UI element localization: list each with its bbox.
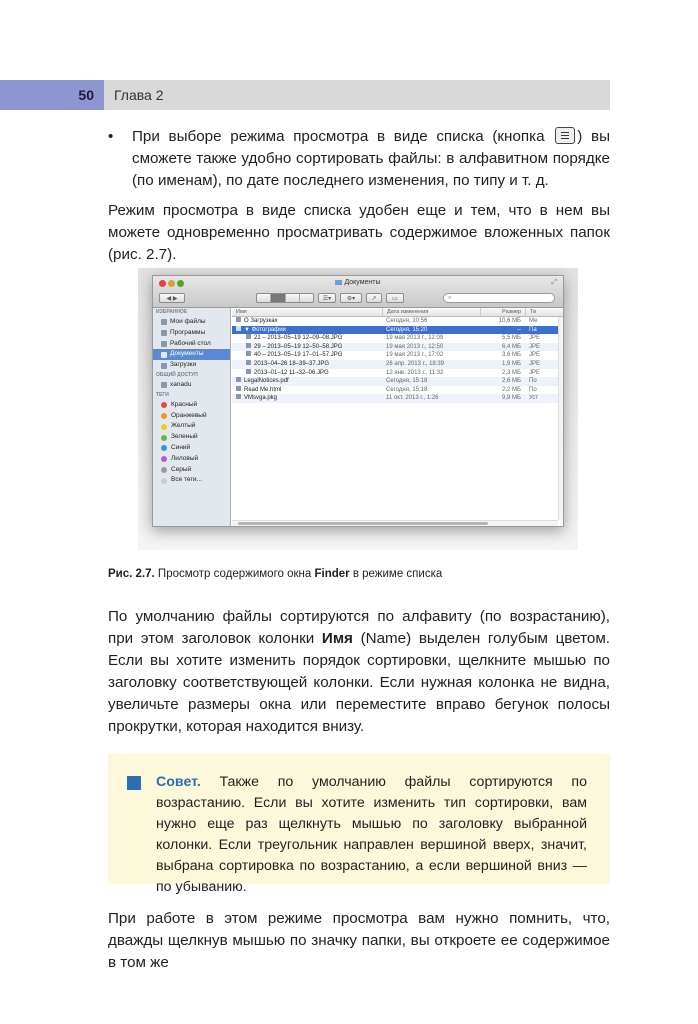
file-name: 40 – 2013–05–19 17–01–57.JPG — [254, 352, 343, 359]
file-date-cell: Сегодня, 10:56 — [386, 318, 428, 324]
file-size-cell: -- — [517, 326, 521, 333]
file-size-cell: 1,9 МБ — [502, 360, 521, 367]
tag-color-icon — [161, 467, 167, 473]
column-header-date[interactable]: Дата изменения — [382, 308, 480, 316]
icon-view-button[interactable] — [257, 294, 271, 302]
table-row[interactable] — [232, 334, 563, 343]
file-name: LegalNotices.pdf — [244, 378, 289, 385]
file-icon — [236, 386, 241, 391]
file-kind-cell: По — [529, 386, 537, 393]
file-name: 2013–01–12 11–32–06.JPG — [254, 369, 329, 376]
file-kind-cell: По — [529, 378, 537, 385]
file-name: 29 – 2013–05–19 12–50–58.JPG — [254, 343, 343, 350]
file-icon — [246, 351, 251, 356]
sidebar-item-documents[interactable] — [153, 349, 230, 360]
figure-caption — [108, 566, 610, 582]
documents-icon — [161, 352, 167, 358]
sidebar-item-xanadu[interactable] — [153, 380, 230, 391]
table-row[interactable] — [232, 394, 563, 403]
sidebar-item-label: Оранжевый — [171, 411, 207, 419]
file-icon — [246, 334, 251, 339]
sidebar-item-downloads[interactable] — [153, 360, 230, 371]
action-gear-button[interactable]: ⚙▾ — [340, 293, 362, 303]
sidebar-tag-yellow[interactable] — [153, 421, 230, 432]
sidebar-tags-header: ТЕГИ — [156, 391, 169, 398]
file-name-cell — [232, 351, 382, 360]
sidebar-tag-green[interactable] — [153, 432, 230, 443]
file-name: О Загрузках — [244, 318, 278, 324]
sidebar-item-label: Лиловый — [171, 454, 199, 462]
file-date-cell: 19 мая 2013 г., 17:02 — [386, 352, 444, 359]
file-name-cell — [232, 394, 382, 403]
list-view-button[interactable] — [271, 294, 285, 302]
file-name-cell — [232, 360, 382, 369]
window-title — [153, 279, 563, 286]
file-name: 21 – 2013–05–19 12–09–08.JPG — [254, 335, 343, 342]
sidebar-item-label: Программы — [170, 328, 206, 336]
view-mode-buttons[interactable] — [256, 293, 314, 303]
caption-text-end: в режиме списка — [352, 568, 443, 580]
sidebar-item-label: Мои файлы — [170, 318, 206, 325]
tip-box — [108, 754, 610, 895]
file-icon — [236, 394, 241, 399]
file-kind-cell: Ме — [529, 318, 538, 324]
paragraph-2-start: По умолчанию файлы сортируются по алфавиту (по возрастанию), при этом заголовок колонки — [108, 608, 610, 647]
file-icon — [236, 317, 241, 322]
search-input[interactable] — [443, 293, 555, 303]
tip-marker-icon — [127, 776, 141, 790]
back-forward-buttons[interactable]: ◀ ▶ — [159, 293, 185, 303]
file-size-cell: 2,6 МБ — [502, 378, 521, 385]
bullet-marker: • — [108, 128, 114, 145]
tag-color-icon — [161, 478, 167, 484]
finder-sidebar — [153, 308, 231, 526]
file-name: 2013–04–26 18–39–37.JPG — [254, 360, 330, 367]
table-row[interactable] — [232, 317, 563, 326]
file-name-cell — [232, 326, 382, 335]
sidebar-tag-purple[interactable] — [153, 454, 230, 465]
table-row[interactable] — [232, 360, 563, 369]
fullscreen-icon[interactable]: ⤢ — [551, 279, 557, 286]
file-name: ▼ Фотографии — [244, 326, 286, 333]
paragraph-1: Режим просмотра в виде списка удобен еще и тем, что в нем вы можете одновременно просматривать содержимое вложенных папок (рис. 2.7). — [108, 202, 610, 263]
table-row[interactable] — [232, 343, 563, 352]
file-size-cell: 6,4 МБ — [502, 343, 521, 350]
file-kind-cell: Уст — [529, 395, 539, 402]
paragraph-2 — [108, 606, 610, 738]
table-row[interactable] — [232, 386, 563, 395]
file-name: VMsvga.pkg — [244, 395, 278, 402]
all-files-icon — [161, 319, 167, 325]
file-name-cell — [232, 334, 382, 343]
sidebar-tag-all[interactable] — [153, 475, 230, 486]
file-name-cell — [232, 317, 382, 326]
column-header-kind[interactable]: Ти — [525, 308, 563, 316]
applications-icon — [161, 330, 167, 336]
tip-body: Также по умолчанию файлы сортируются по возрастанию. Если вы хотите изменить тип сортировки, вам нужно еще раз щелкнуть мышью по заголовку выбранной колонки. Если треугольник направлен вершиной вверх, значит, выбрана сортировка по возрастанию, а если вершиной вниз — по убыванию. — [156, 774, 587, 895]
tip-text — [156, 772, 587, 898]
table-row[interactable] — [232, 351, 563, 360]
file-name: Read Me.html — [244, 386, 282, 393]
sidebar-item-applications[interactable] — [153, 328, 230, 339]
folder-icon — [335, 280, 342, 285]
file-name-cell — [232, 386, 382, 395]
table-row[interactable] — [232, 377, 563, 386]
tag-color-icon — [161, 435, 167, 441]
coverflow-view-button[interactable] — [300, 294, 313, 302]
file-kind-cell: JPE — [529, 360, 541, 367]
sidebar-item-my-files[interactable] — [153, 317, 230, 328]
sidebar-item-label: Все теги... — [171, 476, 202, 484]
paragraph-2-bold: Имя — [321, 630, 353, 647]
tag-color-icon — [161, 456, 167, 462]
sidebar-shared-header: ОБЩИЙ ДОСТУП — [156, 371, 198, 378]
caption-label: Рис. 2.7. — [108, 568, 155, 580]
sidebar-item-label: Красный — [171, 400, 198, 408]
file-kind-cell: JPE — [529, 335, 541, 342]
desktop-icon — [161, 341, 167, 347]
vertical-scrollbar[interactable] — [558, 317, 563, 520]
file-date-cell: 19 мая 2013 г., 12:50 — [386, 343, 444, 350]
file-date-cell: Сегодня, 15:18 — [386, 378, 428, 385]
finder-titlebar — [153, 276, 563, 308]
column-header-name[interactable]: Имя — [236, 309, 247, 315]
sidebar-item-label: xanadu — [170, 380, 192, 388]
tag-color-icon — [161, 413, 167, 419]
arrange-button[interactable]: ☰▾ — [318, 293, 336, 303]
file-rows — [232, 317, 563, 403]
bullet-paragraph — [108, 126, 610, 192]
file-icon — [246, 343, 251, 348]
file-icon — [236, 377, 241, 382]
caption-text-start: Просмотр содержимого окна — [157, 568, 312, 580]
list-header — [232, 308, 563, 317]
sidebar-item-label: Загрузки — [170, 361, 197, 369]
sidebar-item-label: Желтый — [171, 422, 196, 430]
scrollbar-thumb[interactable] — [238, 522, 488, 525]
sidebar-tag-blue[interactable] — [153, 443, 230, 454]
file-size-cell: 2,3 МБ — [502, 369, 521, 376]
file-kind-cell: JPE — [529, 343, 541, 350]
sidebar-item-label: Синий — [171, 443, 191, 451]
page-number: 50 — [0, 80, 104, 110]
file-size-cell: 2,2 МБ — [502, 386, 521, 393]
sidebar-item-label: Серый — [171, 465, 192, 473]
caption-bold-word: Finder — [314, 568, 350, 580]
downloads-icon — [161, 363, 167, 369]
tag-color-icon — [161, 402, 167, 408]
table-row[interactable] — [232, 326, 563, 335]
file-icon — [246, 369, 251, 374]
file-kind-cell: JPE — [529, 352, 541, 359]
search-icon: ⌕ — [448, 295, 452, 301]
file-size-cell: 10,6 МБ — [498, 318, 521, 324]
bullet-text — [108, 126, 610, 192]
bullet-text-end: ) вы сможете также удобно сортировать файлы: в алфавитном порядке (по именам), по дате последнего изменения, по типу и т. д. — [132, 128, 610, 189]
file-size-cell: 5,5 МБ — [502, 335, 521, 342]
file-date-cell: 26 апр. 2013 г., 18:39 — [386, 360, 445, 367]
tip-label: Совет. — [156, 774, 201, 790]
tag-button[interactable]: ▭ — [386, 293, 404, 303]
horizontal-scrollbar[interactable] — [232, 520, 558, 526]
sidebar-item-label: Документы — [170, 350, 204, 358]
file-date-cell: 19 мая 2013 г., 12:09 — [386, 335, 444, 342]
computer-icon — [161, 382, 167, 388]
file-date-cell: Сегодня, 15:18 — [386, 386, 428, 393]
sidebar-tag-orange[interactable] — [153, 411, 230, 422]
sidebar-tag-gray[interactable] — [153, 465, 230, 476]
file-date-cell: Сегодня, 15:20 — [386, 326, 428, 333]
file-name-cell — [232, 369, 382, 378]
table-row[interactable] — [232, 369, 563, 378]
file-date-cell: 12 янв. 2013 г., 11:32 — [386, 369, 444, 376]
sidebar-item-label: Зеленый — [171, 433, 198, 441]
tag-color-icon — [161, 445, 167, 451]
window-title-text: Документы — [344, 279, 381, 286]
file-date-cell: 11 окт. 2013 г., 1:26 — [386, 395, 439, 402]
sidebar-favorites-header: ИЗБРАННОЕ — [156, 309, 188, 315]
share-button[interactable]: ↗ — [366, 293, 382, 303]
file-name-cell — [232, 343, 382, 352]
list-view-button-icon — [555, 127, 575, 144]
sidebar-tag-red[interactable] — [153, 400, 230, 411]
sidebar-item-desktop[interactable] — [153, 339, 230, 350]
file-icon — [246, 360, 251, 365]
finder-window — [152, 275, 564, 527]
running-header — [0, 80, 610, 110]
file-kind-cell: JPE — [529, 369, 541, 376]
file-size-cell: 3,6 МБ — [502, 352, 521, 359]
chapter-title: Глава 2 — [104, 80, 610, 110]
paragraph-3: При работе в этом режиме просмотра вам нужно помнить, что, дважды щелкнув мышью по значку папки, вы откроете ее содержимое в том же — [108, 910, 610, 971]
sidebar-item-label: Рабочий стол — [170, 339, 211, 347]
figure-finder-screenshot — [138, 268, 578, 550]
bullet-text-start: При выборе режима просмотра в виде списка (кнопка — [132, 128, 545, 145]
column-header-size[interactable]: Размер — [480, 308, 525, 316]
column-view-button[interactable] — [286, 294, 300, 302]
tag-color-icon — [161, 424, 167, 430]
paragraph-2-end: (Name) выделен голубым цветом. Если вы хотите изменить порядок сортировки, щелкните мышью по заголовку соответствующей колонки. Если нужная колонка не видна, увеличьте размеры окна или переместите вправо бегунок полосы прокрутки, которая находится внизу. — [108, 630, 610, 735]
file-list — [232, 308, 563, 526]
file-kind-cell: Па — [529, 326, 537, 333]
file-name-cell — [232, 377, 382, 386]
file-icon — [236, 326, 241, 331]
file-size-cell: 9,9 МБ — [502, 395, 521, 402]
